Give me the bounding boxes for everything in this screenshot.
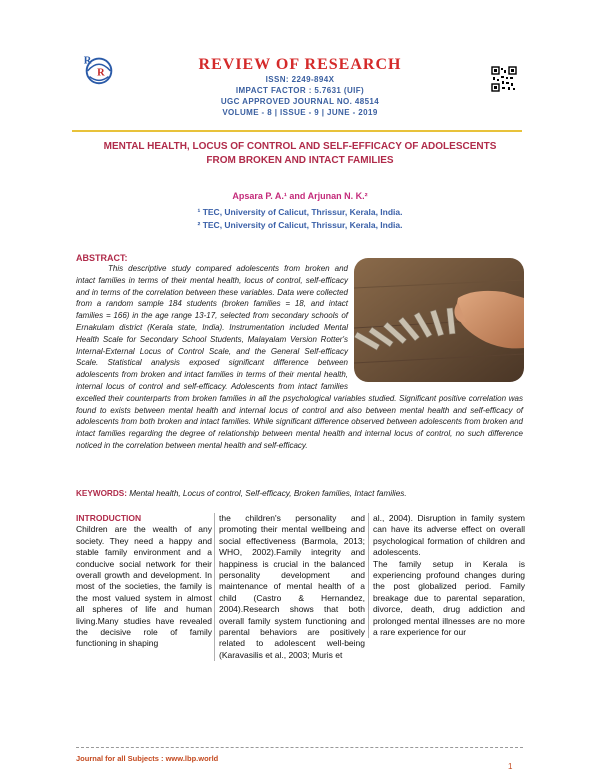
svg-text:R: R	[97, 67, 105, 79]
ugc-approval: UGC APPROVED JOURNAL NO. 48514	[220, 97, 380, 106]
authors: Apsara P. A.¹ and Arjunan N. K.²	[232, 191, 368, 201]
svg-text:R: R	[83, 55, 92, 67]
affiliation-2: ² TEC, University of Calicut, Thrissur, Kerala, India.	[197, 220, 403, 230]
impact-factor: IMPACT FACTOR : 5.7631 (UIF)	[235, 86, 365, 95]
qr-code-icon	[491, 66, 517, 92]
keywords	[76, 489, 523, 498]
volume-issue: VOLUME - 8 | ISSUE - 9 | JUNE - 2019	[222, 108, 378, 117]
header-divider	[72, 130, 522, 132]
journal-title: REVIEW OF RESEARCH	[198, 56, 402, 73]
keywords-label: KEYWORDS:	[76, 489, 127, 498]
abstract-body: This descriptive study compared adolescents from broken and intact families in terms of their mental health, locus of control, self-efficacy and in terms of the correlation between these variables. Data were collected from a random sample 184 students (broken families = 18, and intact families = 166) in the age range 13-17, selected from secondary schools of Ernakulam district (Kerala state, India). Instrumentation included Mental Health Scale for Secondary School Students, Malayalam Version Rotter's Internal-External Locus of Control Scale, and the General Self-efficacy Scale. Statistical analysis exposed significant difference between adolescents from broken and intact families in terms of their mental health, internal locus of control and self-efficacy. Adolescents from intact families excelled their counterparts from broken families in all the psychological variables studied. Significant positive correlation was found to exists between mental health and internal locus of control and also between mental health and self-efficacy of adolescents from both broken and intact families. While significant difference observed between adolescents from broken and intact families regarding the degree of relationship between mental health and internal locus of control, no such difference noticed in the correlation between mental health and self-efficacy.	[76, 263, 523, 452]
page-number: 1	[508, 762, 513, 771]
affiliation-1: ¹ TEC, University of Calicut, Thrissur, Kerala, India.	[197, 207, 403, 217]
column-2	[214, 513, 365, 661]
column-1-text: Children are the wealth of any society. They need a happy and stable family environment and a conducive social network for their overall growth and development. In most of the societies, the family is the most valued system in almost all spheres of life and human living.Many studies have revealed the decisive role of family functioning in shaping	[76, 524, 212, 649]
column-1	[76, 513, 212, 650]
introduction-heading: INTRODUCTION	[76, 513, 142, 523]
column-3-text-a: al., 2004). Disruption in family system can have its adverse effect on overall psychological formation of children and adolescents.	[373, 513, 525, 558]
footer-journal-link[interactable]: Journal for all Subjects : www.lbp.world	[76, 754, 219, 763]
abstract-heading: ABSTRACT:	[76, 253, 128, 263]
domino-hand-photo	[354, 258, 524, 382]
column-3-text-b: The family setup in Kerala is experiencing profound changes during the post globalized period. Family breakage due to parental separation, divorce, death, drug addiction and prolonged mental illnesses are no more a rare experience for our	[373, 558, 525, 638]
column-2-text: the children's personality and promoting their mental wellbeing and social effectiveness (Barmola, 2013; WHO, 2002).Family integrity and happiness is crucial in the balanced personality development and maintenance of mental health of a child (Castro & Hernandez, 2004).Research shows that both overall family system functioning and parental behaviors are positively related to adolescent well-being (Karavasilis et al., 2003; Muris et	[219, 513, 365, 660]
footer-divider	[76, 747, 523, 749]
paper-title: MENTAL HEALTH, LOCUS OF CONTROL AND SELF-EFFICACY OF ADOLESCENTS FROM BROKEN AND INTACT FAMILIES	[103, 141, 497, 166]
keywords-text: Mental health, Locus of control, Self-efficacy, Broken families, Intact families.	[126, 489, 407, 498]
issn: ISSN: 2249-894X	[265, 75, 335, 84]
column-3	[368, 513, 525, 638]
